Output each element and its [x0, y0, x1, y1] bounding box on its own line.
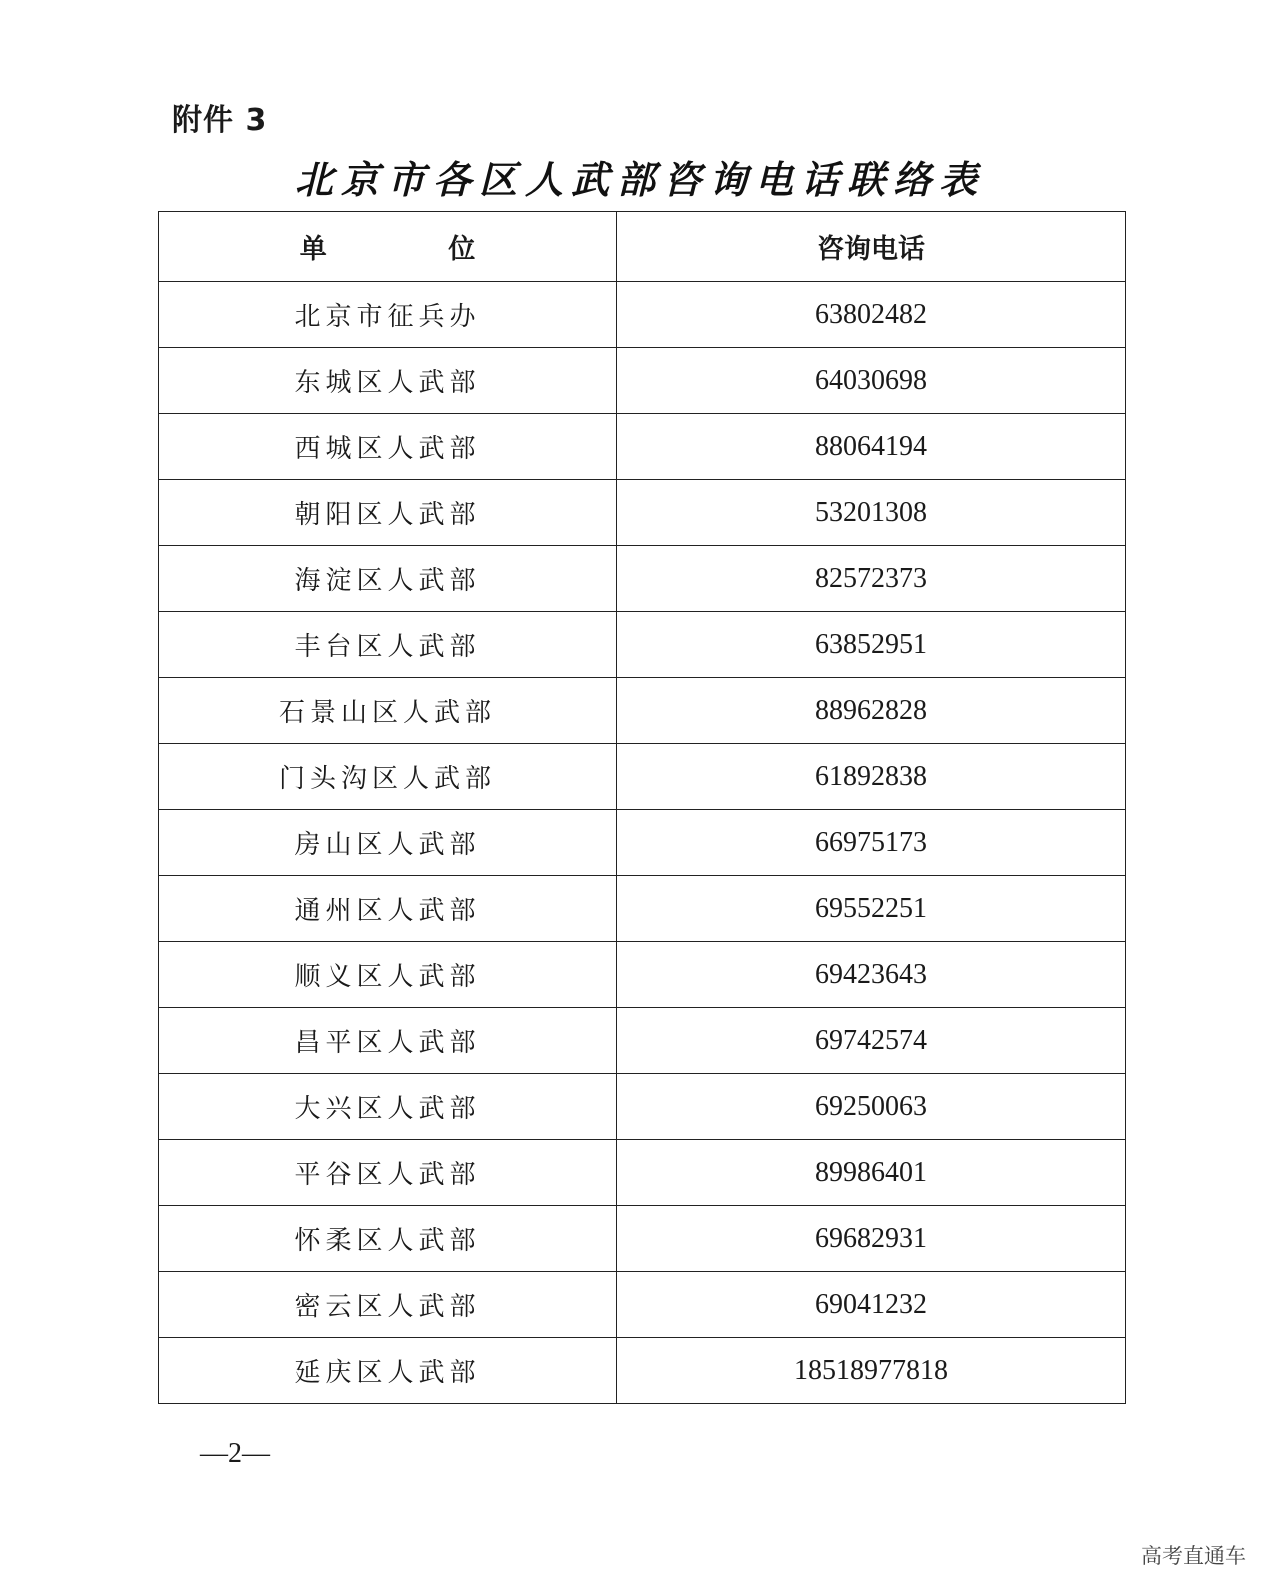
table-row: [159, 414, 1126, 480]
phone-cell: 64030698: [617, 348, 1126, 414]
table-row: [159, 480, 1126, 546]
watermark: 高考直通车: [1141, 1544, 1246, 1568]
unit-cell: 海淀区人武部: [159, 546, 617, 612]
phone-cell: 69742574: [617, 1008, 1126, 1074]
unit-cell: 延庆区人武部: [159, 1338, 617, 1404]
table-row: [159, 612, 1126, 678]
table-row: [159, 282, 1126, 348]
unit-cell: 大兴区人武部: [159, 1074, 617, 1140]
phone-cell: 69041232: [617, 1272, 1126, 1338]
table-row: [159, 876, 1126, 942]
unit-cell: 顺义区人武部: [159, 942, 617, 1008]
phone-cell: 63802482: [617, 282, 1126, 348]
table-row: [159, 810, 1126, 876]
page-number: —2—: [200, 1438, 270, 1469]
table-row: [159, 546, 1126, 612]
unit-cell: 房山区人武部: [159, 810, 617, 876]
unit-cell: 东城区人武部: [159, 348, 617, 414]
unit-cell: 丰台区人武部: [159, 612, 617, 678]
unit-cell: 朝阳区人武部: [159, 480, 617, 546]
table-row: [159, 744, 1126, 810]
contact-table: [158, 211, 1126, 1404]
table-row: [159, 1140, 1126, 1206]
phone-cell: 69250063: [617, 1074, 1126, 1140]
unit-cell: 密云区人武部: [159, 1272, 617, 1338]
phone-cell: 82572373: [617, 546, 1126, 612]
phone-cell: 66975173: [617, 810, 1126, 876]
phone-cell: 88064194: [617, 414, 1126, 480]
table-row: [159, 678, 1126, 744]
phone-cell: 53201308: [617, 480, 1126, 546]
phone-cell: 89986401: [617, 1140, 1126, 1206]
unit-cell: 北京市征兵办: [159, 282, 617, 348]
phone-cell: 63852951: [617, 612, 1126, 678]
column-header-unit: 单 位: [159, 212, 617, 282]
unit-cell: 石景山区人武部: [159, 678, 617, 744]
unit-cell: 平谷区人武部: [159, 1140, 617, 1206]
table-row: [159, 1008, 1126, 1074]
unit-cell: 西城区人武部: [159, 414, 617, 480]
table-row: [159, 942, 1126, 1008]
table-row: [159, 1272, 1126, 1338]
unit-cell: 门头沟区人武部: [159, 744, 617, 810]
phone-cell: 18518977818: [617, 1338, 1126, 1404]
attachment-label: 附件 3: [172, 103, 268, 138]
table-row: [159, 348, 1126, 414]
column-header-phone: 咨询电话: [617, 212, 1126, 282]
unit-cell: 昌平区人武部: [159, 1008, 617, 1074]
phone-cell: 69682931: [617, 1206, 1126, 1272]
phone-cell: 88962828: [617, 678, 1126, 744]
phone-cell: 69552251: [617, 876, 1126, 942]
table-row: [159, 1074, 1126, 1140]
table-row: [159, 1338, 1126, 1404]
phone-cell: 61892838: [617, 744, 1126, 810]
document-title: 北京市各区人武部咨询电话联络表: [294, 157, 985, 202]
phone-cell: 69423643: [617, 942, 1126, 1008]
table-header-row: [159, 212, 1126, 282]
unit-cell: 通州区人武部: [159, 876, 617, 942]
table-row: [159, 1206, 1126, 1272]
unit-cell: 怀柔区人武部: [159, 1206, 617, 1272]
